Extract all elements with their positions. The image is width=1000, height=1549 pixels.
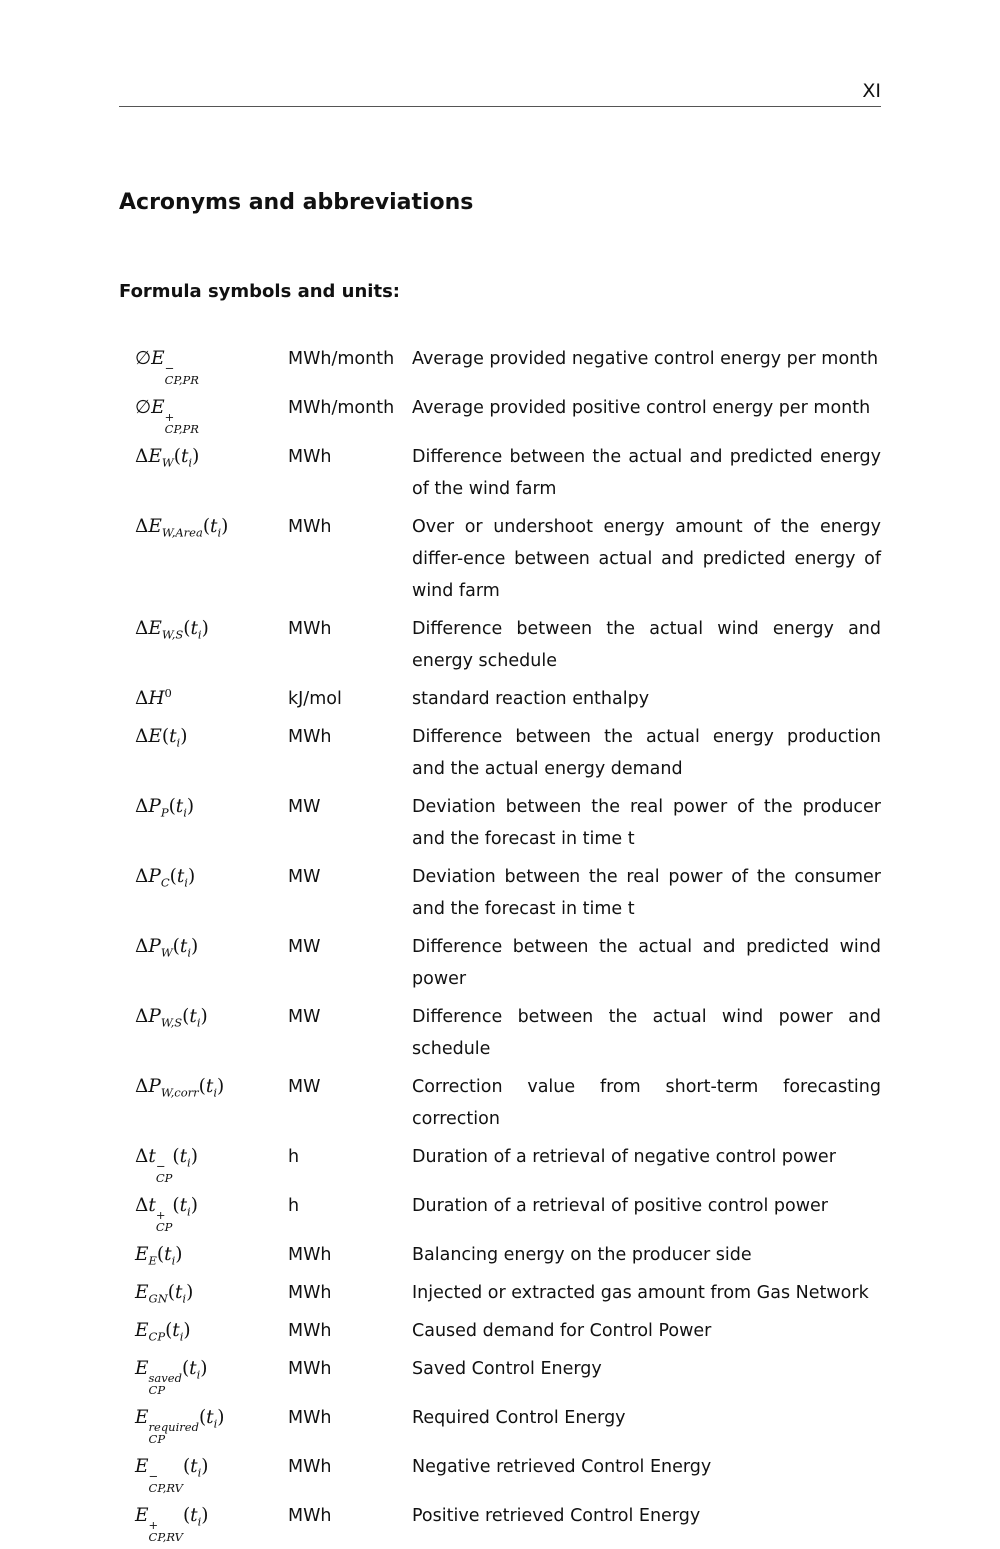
symbol-description: Balancing energy on the producer side [412, 1245, 752, 1265]
symbol-row [119, 1239, 881, 1271]
symbol-row [119, 343, 881, 386]
symbol-unit: MWh [288, 517, 332, 537]
symbol-description: standard reaction enthalpy [412, 689, 650, 709]
formula-symbol: $E_{GN}(t_i)$ [135, 1282, 194, 1306]
symbol-unit: MW [288, 867, 321, 887]
symbol-unit: MWh [288, 1408, 332, 1428]
symbol-list [119, 343, 881, 1549]
symbol-row [119, 791, 881, 855]
formula-symbol: $\Delta E_{W,S}(t_i)$ [135, 618, 209, 642]
symbol-row [119, 1451, 881, 1494]
symbol-description: Deviation between the real power of the producer and the forecast in time t [412, 797, 881, 849]
symbol-description: Correction value from short-term forecasting correction [412, 1077, 881, 1129]
symbol-unit: MWh/month [288, 349, 395, 369]
symbol-unit: MWh [288, 447, 332, 467]
symbol-unit: MW [288, 797, 321, 817]
symbol-row [119, 1500, 881, 1543]
symbol-description: Duration of a retrieval of positive control power [412, 1196, 829, 1216]
symbol-description: Difference between the actual wind energy and energy schedule [412, 619, 881, 671]
symbol-row [119, 1001, 881, 1065]
symbol-description: Difference between the actual and predicted wind power [412, 937, 881, 989]
symbol-description: Difference between the actual wind power and schedule [412, 1007, 881, 1059]
symbol-unit: h [288, 1147, 300, 1167]
symbol-row [119, 1402, 881, 1445]
symbol-description: Caused demand for Control Power [412, 1321, 712, 1341]
symbol-row [119, 683, 881, 715]
symbol-unit: MWh/month [288, 398, 395, 418]
symbol-unit: MW [288, 937, 321, 957]
symbol-row [119, 1315, 881, 1347]
section-subheading: Formula symbols and units: [119, 281, 400, 302]
symbol-unit: MWh [288, 1245, 332, 1265]
formula-symbol: E − CP,RV $(t_i)$ [135, 1456, 209, 1495]
formula-symbol: E + CP,RV $(t_i)$ [135, 1505, 209, 1544]
formula-symbol: $\Delta E_W(t_i)$ [135, 446, 200, 470]
header-rule [119, 106, 881, 107]
formula-symbol: ∅E + CP,PR [135, 397, 199, 436]
symbol-row [119, 1353, 881, 1396]
symbol-unit: MWh [288, 1359, 332, 1379]
symbol-unit: MW [288, 1077, 321, 1097]
symbol-unit: h [288, 1196, 300, 1216]
symbol-row [119, 1071, 881, 1135]
formula-symbol: $\Delta P_P(t_i)$ [135, 796, 195, 820]
section-heading: Acronyms and abbreviations [119, 190, 474, 215]
symbol-row [119, 931, 881, 995]
symbol-description: Positive retrieved Control Energy [412, 1506, 701, 1526]
symbol-description: Average provided positive control energy per month [412, 398, 871, 418]
symbol-description: Required Control Energy [412, 1408, 626, 1428]
formula-symbol: ∅E − CP,PR [135, 348, 199, 387]
formula-symbol: $E_E(t_i)$ [135, 1244, 183, 1268]
formula-symbol: E required CP $(t_i)$ [135, 1407, 225, 1446]
formula-symbol: $E_{CP}(t_i)$ [135, 1320, 191, 1344]
symbol-unit: MWh [288, 1457, 332, 1477]
formula-symbol: $\Delta E_{W,Area}(t_i)$ [135, 516, 229, 540]
formula-symbol: E saved CP $(t_i)$ [135, 1358, 208, 1397]
formula-symbol: $\Delta P_{W,corr}(t_i)$ [135, 1076, 225, 1100]
symbol-description: Duration of a retrieval of negative control power [412, 1147, 836, 1167]
formula-symbol: $\Delta P_W(t_i)$ [135, 936, 199, 960]
symbol-description: Average provided negative control energy per month [412, 349, 879, 369]
formula-symbol: $\Delta E(t_i)$ [135, 726, 188, 750]
formula-symbol: $\Delta P_C(t_i)$ [135, 866, 196, 890]
symbol-description: Difference between the actual energy production and the actual energy demand [412, 727, 881, 779]
symbol-description: Difference between the actual and predicted energy of the wind farm [412, 447, 881, 499]
symbol-description: Over or undershoot energy amount of the energy differ-ence between actual and predicted energy of wind farm [412, 517, 881, 601]
symbol-unit: MWh [288, 1283, 332, 1303]
symbol-unit: MWh [288, 1506, 332, 1526]
symbol-unit: kJ/mol [288, 689, 342, 709]
symbol-row [119, 511, 881, 607]
symbol-unit: MWh [288, 727, 332, 747]
symbol-unit: MW [288, 1007, 321, 1027]
symbol-row [119, 1190, 881, 1233]
symbol-row [119, 1141, 881, 1184]
symbol-description: Deviation between the real power of the consumer and the forecast in time t [412, 867, 881, 919]
symbol-description: Negative retrieved Control Energy [412, 1457, 712, 1477]
symbol-row [119, 1277, 881, 1309]
formula-symbol: Δt + CP $(t_i)$ [135, 1195, 198, 1234]
symbol-unit: MWh [288, 619, 332, 639]
formula-symbol: $\Delta H^0$ [135, 685, 172, 709]
formula-symbol: $\Delta P_{W,S}(t_i)$ [135, 1006, 208, 1030]
symbol-description: Saved Control Energy [412, 1359, 602, 1379]
symbol-unit: MWh [288, 1321, 332, 1341]
symbol-row [119, 392, 881, 435]
symbol-row [119, 721, 881, 785]
page-number: XI [862, 80, 881, 102]
formula-symbol: Δt − CP $(t_i)$ [135, 1146, 198, 1185]
symbol-description: Injected or extracted gas amount from Gas Network [412, 1283, 869, 1303]
symbol-row [119, 861, 881, 925]
symbol-row [119, 441, 881, 505]
symbol-row [119, 613, 881, 677]
